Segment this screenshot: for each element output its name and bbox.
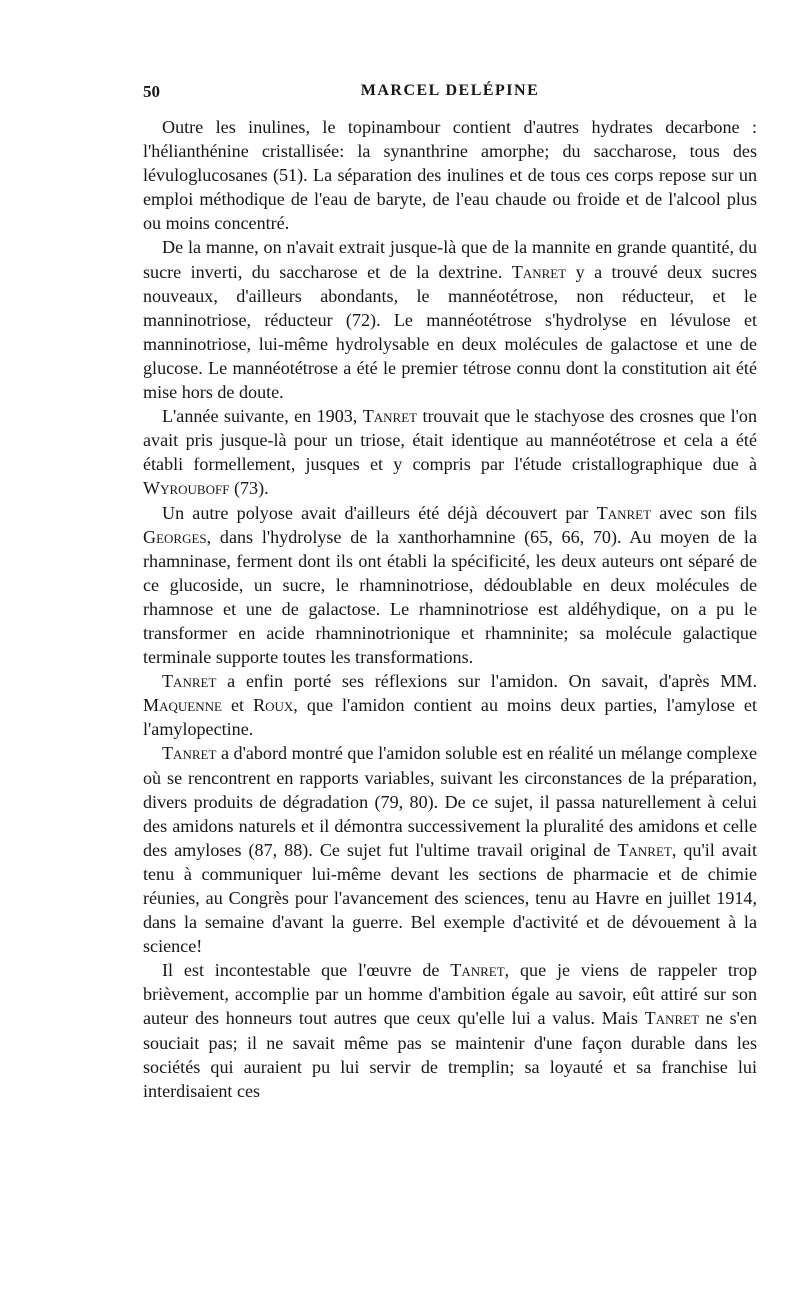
text-run: (73).	[229, 478, 269, 499]
text-run: Outre les inulines, le topinambour contient d'autres hydrates decarbone : l'hélianthénine cristallisée: la synanthrine amorphe; du saccharose, tous des lévuloglucosanes (51). La séparation des inulines et de tous ces corps repose sur un emploi méthodique de l'eau de baryte, de l'eau chaude ou froide et de l'alcool plus ou moins concentré.	[143, 117, 757, 234]
person-name: Georges	[143, 526, 207, 547]
text-run: , que l'amidon contient au moins deux parties, l'amylose et l'amylopectine.	[143, 695, 757, 740]
text-run: a d'abord montré que l'amidon soluble est en réalité un mélange complexe où se rencontrent en rapports variables, suivant les circonstances de la préparation, divers produits de dégradation (79, 80). De ce sujet, il passa naturellement à celui des amidons naturels et il démontra successivement la pluralité des amidons et celle des amyloses (87, 88). Ce sujet fut l'ultime travail original de	[143, 743, 757, 860]
person-name: Tanret	[511, 261, 567, 282]
text-run: , qu'il avait tenu à communiquer lui-même devant les sections de pharmacie et de chimie réunies, au Congrès pour l'avancement des sciences, tenu au Havre en juillet 1914, dans la semaine d'avant la guerre. Bel exemple d'activité et de dévouement à la science!	[143, 839, 757, 957]
paragraph	[143, 958, 757, 1103]
body-text	[143, 115, 757, 1103]
person-name: Tanret	[644, 1008, 700, 1029]
text-run: a enfin porté ses réflexions sur l'amidon. On savait, d'après MM.	[216, 671, 757, 692]
text-run: ne s'en souciait pas; il ne savait même pas se maintenir d'une façon durable dans les sociétés qui auraient pu lui servir de tremplin; sa loyauté et sa franchise lui interdisaient ces	[143, 1008, 757, 1101]
paragraph	[143, 741, 757, 958]
person-name: Tanret	[162, 671, 217, 692]
page-number: 50	[143, 82, 160, 101]
paragraph	[143, 404, 757, 500]
person-name: Tanret	[450, 960, 505, 981]
person-name: Wyrouboff	[143, 478, 230, 499]
text-run: Il est incontestable que l'œuvre de	[162, 960, 451, 981]
person-name: Tanret	[596, 502, 652, 523]
person-name: Roux	[253, 695, 294, 716]
paragraph	[143, 669, 757, 741]
paragraph	[143, 501, 757, 670]
text-run: y a trouvé deux sucres nouveaux, d'ailleurs abondants, le mannéotétrose, non réducteur, et le manninotriose, réducteur (72). Le mannéotétrose s'hydrolyse en lévulose et manninotriose, lui-même hydrolysable en deux molécules de galactose et une de glucose. Le mannéotétrose a été le premier tétrose connu dont la constitution ait été mise hors de doute.	[143, 261, 757, 403]
paragraph	[143, 235, 757, 404]
text-run: Un autre polyose avait d'ailleurs été déjà découvert par	[162, 502, 597, 523]
text-run: , que je viens de rappeler trop brièvement, accomplie par un homme d'ambition égale au savoir, eût attiré sur son auteur des honneurs tout autres que ceux qu'elle lui a valus. Mais	[143, 960, 757, 1029]
person-name: Tanret	[162, 743, 217, 764]
text-run: , dans l'hydrolyse de la xanthorhamnine (65, 66, 70). Au moyen de la rhamninase, ferment dont ils ont établi la spécificité, les deux auteurs ont séparé de ce glucoside, un sucre, le rhamninotriose, dédoublable en deux molécules de rhamnose et une de galactose. Le rhamninotriose est aldéhydique, on a pu le transformer en acide rhamninotrionique et rhamninite; sa molécule galactique terminale supporte toutes les transformations.	[143, 526, 757, 668]
text-run: et	[221, 695, 254, 716]
running-header	[143, 82, 757, 106]
person-name: Maquenne	[143, 695, 222, 716]
running-title: MARCEL DELÉPINE	[360, 82, 540, 99]
person-name: Tanret	[617, 839, 672, 860]
text-run: De la manne, on n'avait extrait jusque-là que de la mannite en grande quantité, du sucre inverti, du saccharose et de la dextrine.	[143, 237, 757, 282]
text-run: trouvait que le stachyose des crosnes que l'on avait pris jusque-là pour un triose, était identique au mannéotétrose et cela a été établi formellement, jusques et y compris par l'étude cristallographique due à	[143, 406, 757, 475]
text-run: avec son fils	[651, 502, 757, 523]
person-name: Tanret	[362, 406, 418, 427]
paragraph	[143, 115, 757, 235]
text-run: L'année suivante, en 1903,	[162, 406, 363, 427]
